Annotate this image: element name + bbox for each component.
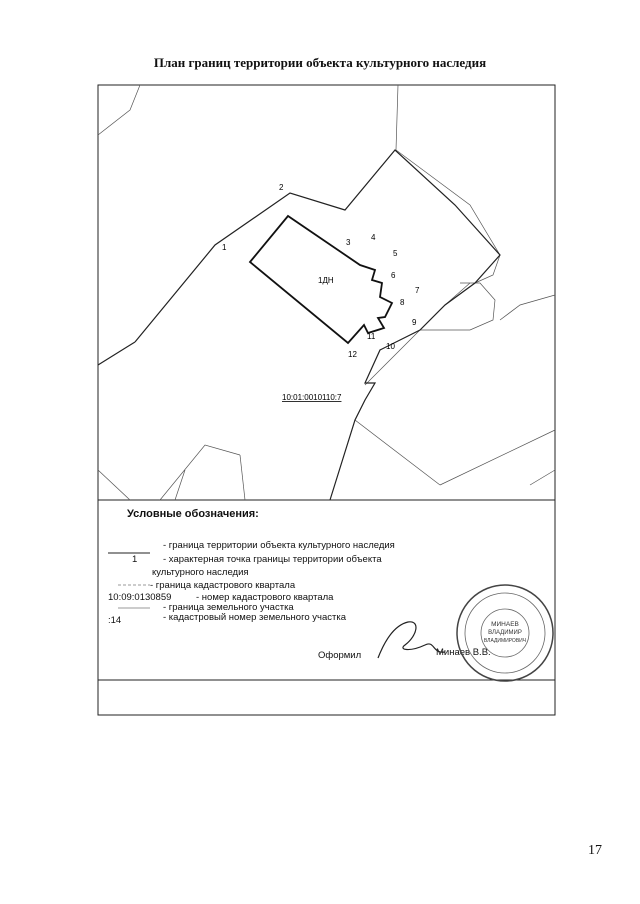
legend-item-point: - характерная точка границы территории объекта	[163, 554, 382, 565]
legend-item-parcel-number: - кадастровый номер земельного участка	[163, 612, 347, 623]
point-label-1: 1	[222, 243, 227, 252]
point-label-5: 5	[393, 249, 398, 258]
point-label-12: 12	[348, 350, 357, 359]
point-label-3: 3	[346, 238, 351, 247]
heritage-boundary-west	[98, 342, 135, 365]
point-label-7: 7	[415, 286, 420, 295]
point-label-10: 10	[386, 342, 395, 351]
signature-label: Оформил	[318, 650, 362, 661]
legend-item-point-key: 1	[132, 554, 138, 565]
legend-item-quarter-number-key: 10:09:0130859	[108, 592, 172, 603]
cadastral-quarter-label: 10:01:0010110:7	[282, 393, 342, 402]
signature-name: Минаев В.В.	[436, 647, 491, 658]
point-label-4: 4	[371, 233, 376, 242]
building-label: 1ДН	[318, 276, 334, 285]
official-seal	[455, 583, 555, 683]
point-label-2: 2	[279, 183, 284, 192]
legend-heading: Условные обозначения:	[127, 508, 259, 520]
point-label-9: 9	[412, 318, 417, 327]
point-label-11: 11	[367, 332, 376, 341]
seal-line-1: МИНАЕВ	[491, 621, 519, 628]
heritage-boundary	[135, 150, 500, 500]
signature-scribble	[378, 622, 445, 658]
point-label-8: 8	[400, 298, 405, 307]
document-title: План границ территории объекта культурного наследия	[153, 55, 487, 70]
legend-item-parcel-number-key: :14	[108, 615, 122, 626]
legend-item-quarter-boundary: - граница кадастрового квартала	[150, 580, 296, 591]
legend-item-parcel-boundary: - граница земельного участка	[163, 602, 294, 613]
page-number: 17	[588, 843, 602, 858]
legend-item-heritage-boundary: - граница территории объекта культурного наследия	[163, 540, 395, 551]
seal-line-3: ВЛАДИМИРОВИЧ	[483, 638, 527, 644]
legend-item-quarter-number: - номер кадастрового квартала	[196, 592, 334, 603]
legend-item-point-cont: культурного наследия	[152, 567, 249, 578]
point-label-6: 6	[391, 271, 396, 280]
seal-line-2: ВЛАДИМИР	[488, 630, 522, 636]
parcel-boundaries	[98, 85, 555, 500]
